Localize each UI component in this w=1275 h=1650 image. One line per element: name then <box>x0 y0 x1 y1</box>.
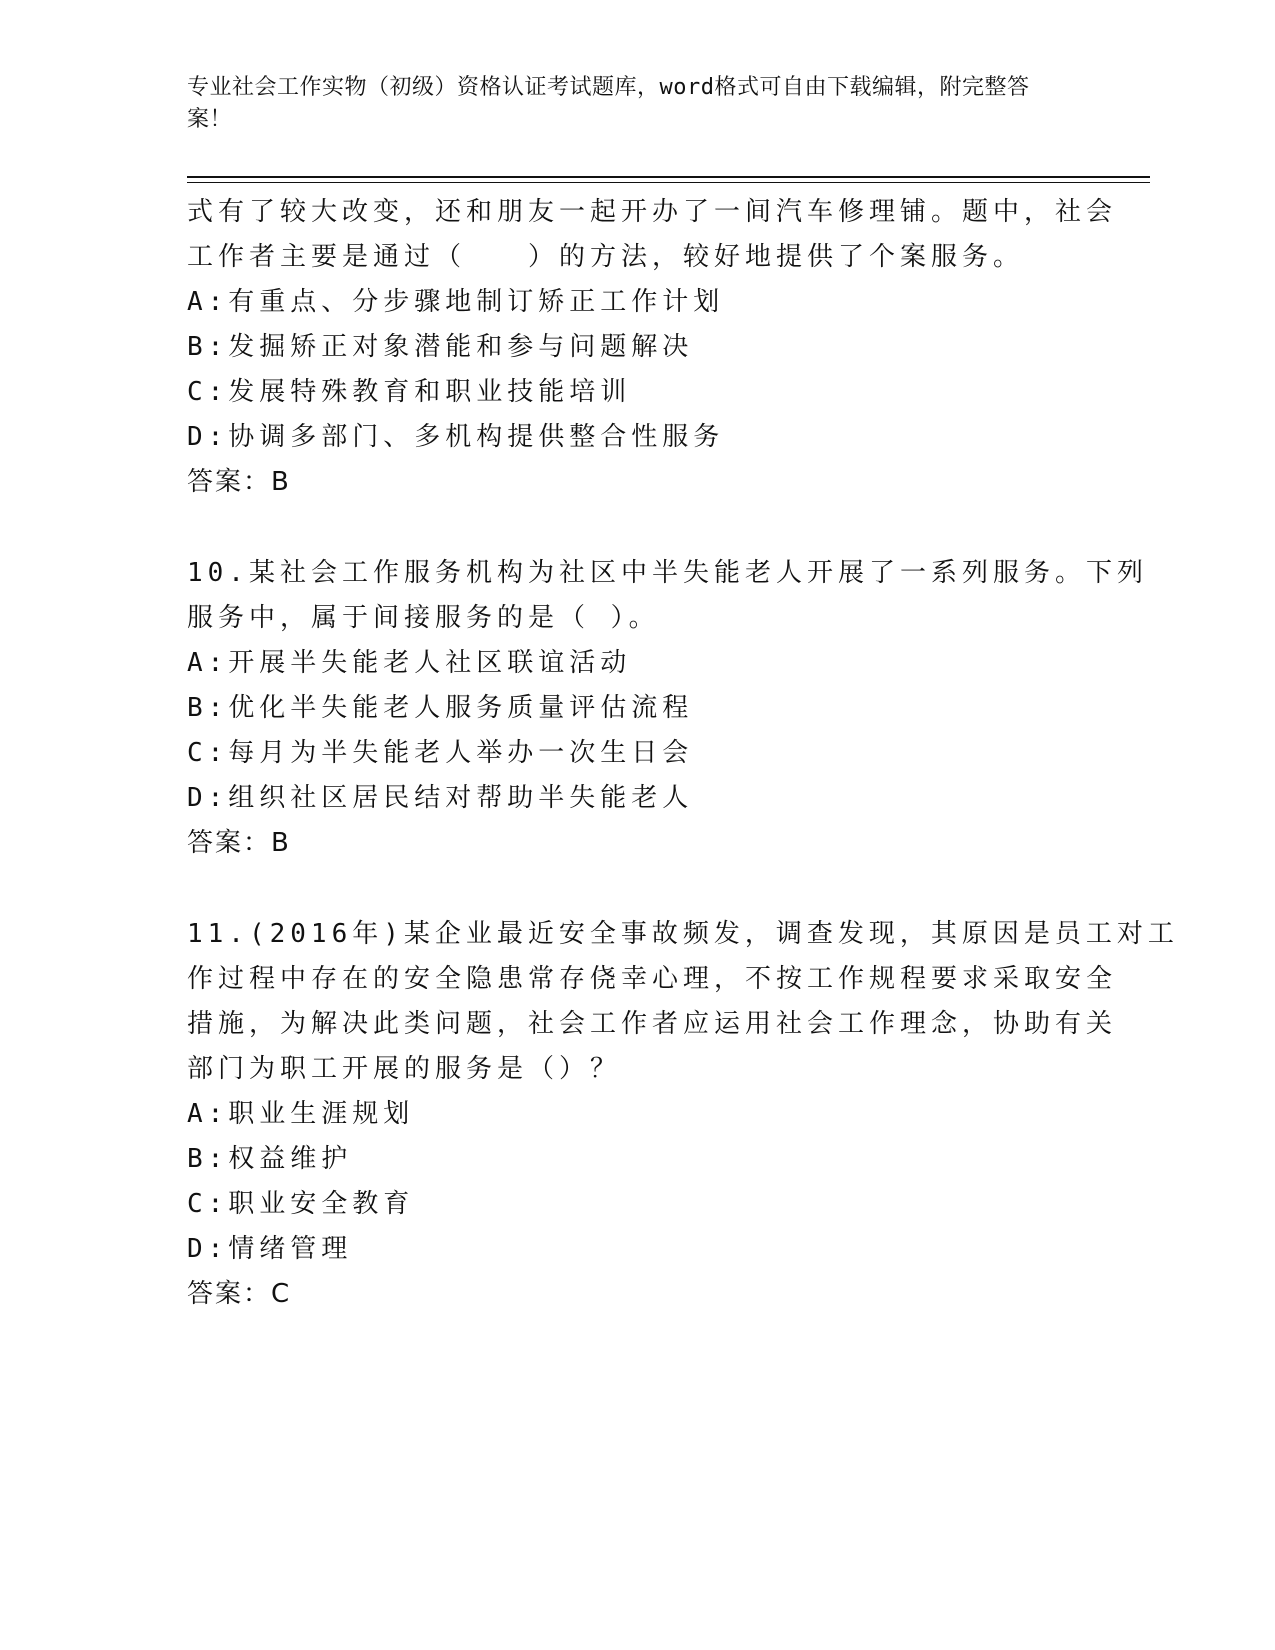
question-stem-line: 工作者主要是通过（ ）的方法，较好地提供了个案服务。 <box>187 242 1025 272</box>
question-stem-line: 10.某社会工作服务机构为社区中半失能老人开展了一系列服务。下列 <box>187 558 1148 588</box>
question-10 <box>187 551 1148 866</box>
question-stem-line: 服务中，属于间接服务的是（ ）。 <box>187 603 660 633</box>
option-b: B:优化半失能老人服务质量评估流程 <box>187 693 694 723</box>
question-11 <box>187 912 1179 1317</box>
question-9 <box>187 190 1118 505</box>
option-b: B:发掘矫正对象潜能和参与问题解决 <box>187 332 694 362</box>
answer-line: 答案：C <box>187 1279 292 1309</box>
question-stem-line: 作过程中存在的安全隐患常存侥幸心理，不按工作规程要求采取安全 <box>187 964 1118 994</box>
option-a: A:开展半失能老人社区联谊活动 <box>187 648 632 678</box>
question-stem-line: 措施，为解决此类问题，社会工作者应运用社会工作理念，协助有关 <box>187 1009 1118 1039</box>
question-stem-line: 11.(2016年)某企业最近安全事故频发，调查发现，其原因是员工对工 <box>187 919 1179 949</box>
spacer <box>187 505 1087 551</box>
option-b: B:权益维护 <box>187 1144 353 1174</box>
header-rule-thick <box>187 176 1150 178</box>
spacer <box>187 866 1087 912</box>
question-stem-line: 式有了较大改变，还和朋友一起开办了一间汽车修理铺。题中，社会 <box>187 197 1118 227</box>
option-a: A:有重点、分步骤地制订矫正工作计划 <box>187 287 725 317</box>
option-d: D:组织社区居民结对帮助半失能老人 <box>187 783 694 813</box>
option-a: A:职业生涯规划 <box>187 1099 415 1129</box>
question-stem-line: 部门为职工开展的服务是（）？ <box>187 1054 622 1084</box>
option-c: C:发展特殊教育和职业技能培训 <box>187 377 632 407</box>
question-list <box>187 190 1179 1317</box>
option-d: D:协调多部门、多机构提供整合性服务 <box>187 422 725 452</box>
option-d: D:情绪管理 <box>187 1234 353 1264</box>
header-rule-thin <box>187 182 1150 183</box>
option-c: C:职业安全教育 <box>187 1189 415 1219</box>
answer-line: 答案：B <box>187 828 291 858</box>
page-header-title: 专业社会工作实物（初级）资格认证考试题库，word格式可自由下载编辑，附完整答案！ <box>187 75 1030 132</box>
option-c: C:每月为半失能老人举办一次生日会 <box>187 738 694 768</box>
answer-line: 答案：B <box>187 467 291 497</box>
